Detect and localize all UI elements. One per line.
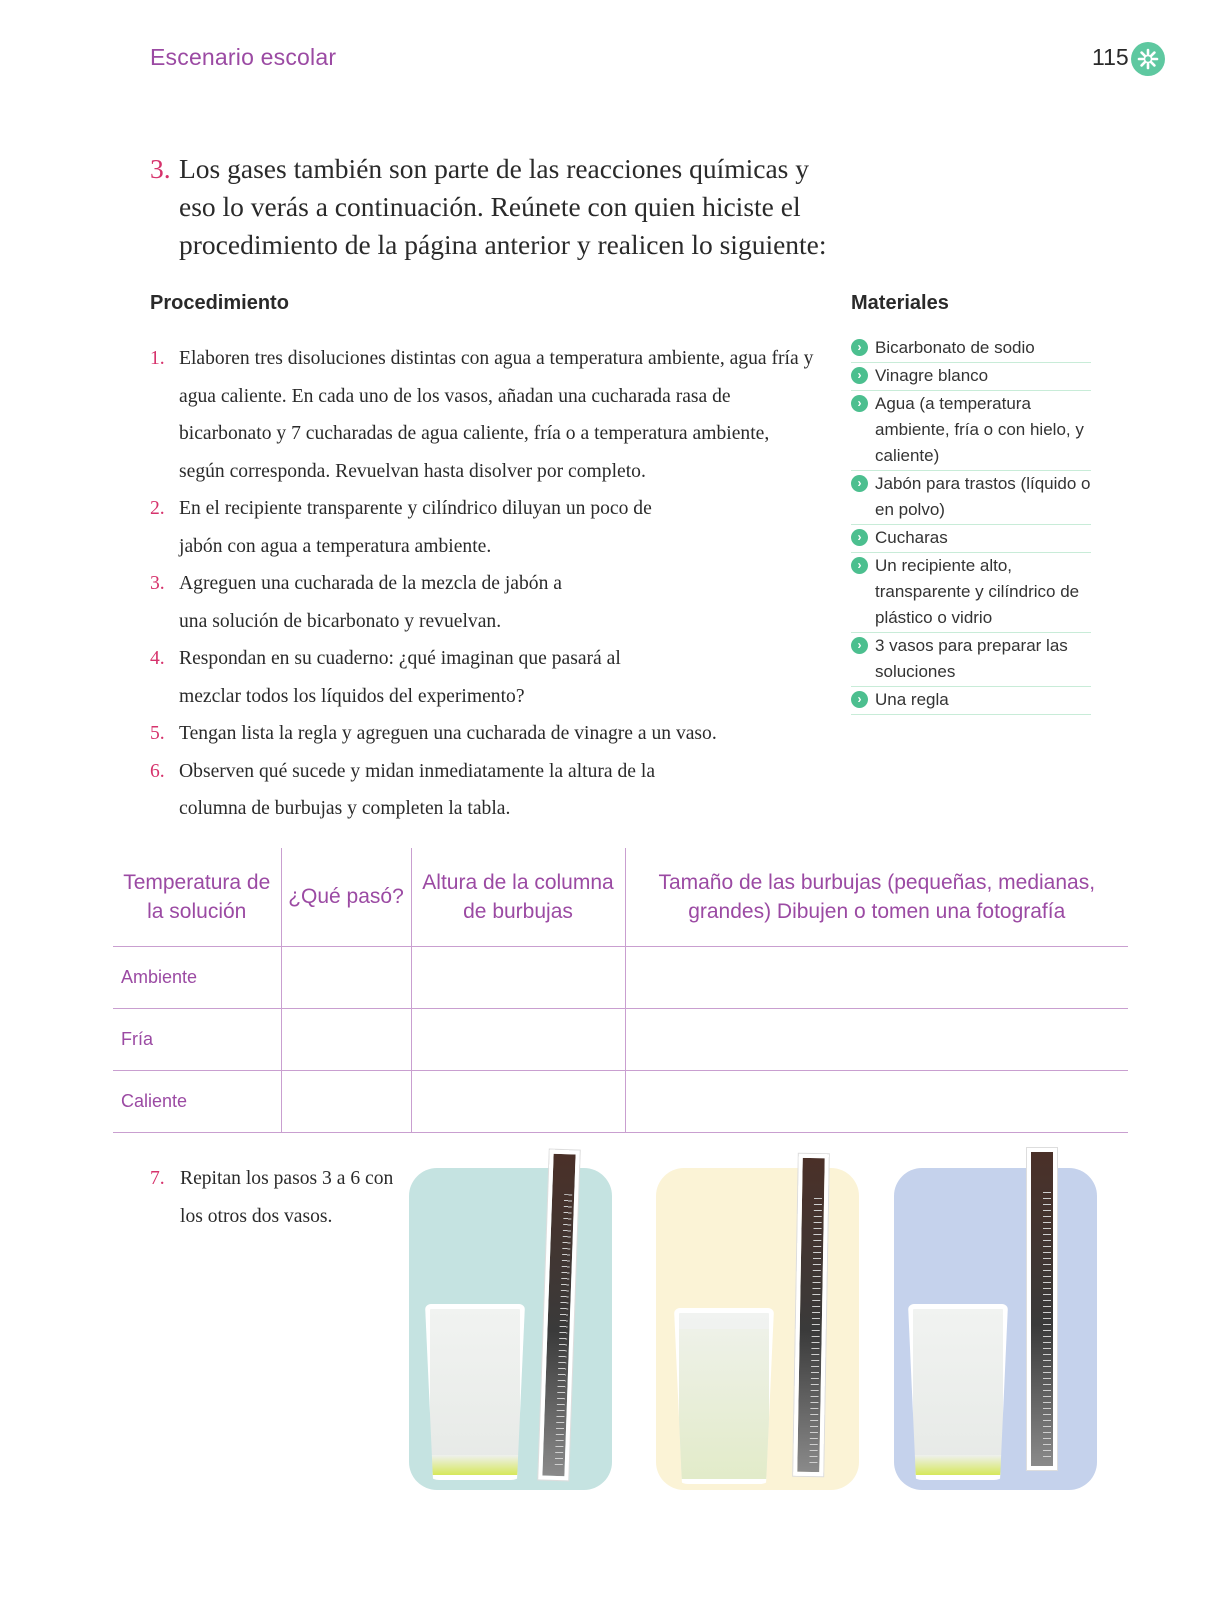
ruler-3 <box>1027 1148 1057 1470</box>
header-bubble-height: Altura de la columna de burbujas <box>411 848 625 946</box>
procedure-heading: Procedimiento <box>150 292 289 314</box>
row-label: Fría <box>113 1008 281 1070</box>
answer-cell[interactable] <box>281 1070 411 1132</box>
row-label: Ambiente <box>113 946 281 1008</box>
table-row <box>113 946 1128 1008</box>
glass-photo-2 <box>656 1168 859 1490</box>
arrow-icon: › <box>851 529 868 546</box>
material-label: Un recipiente alto, transparente y cilíndrico de plástico o vidrio <box>875 556 1080 627</box>
material-item <box>851 633 1091 687</box>
liquid-2 <box>679 1329 769 1479</box>
ruler-1 <box>538 1150 579 1481</box>
row-label: Caliente <box>113 1070 281 1132</box>
step-item <box>150 490 670 565</box>
materials-heading: Materiales <box>851 292 949 314</box>
page-number: 115 <box>1092 44 1129 70</box>
arrow-icon: › <box>851 339 868 356</box>
material-label: Agua (a temperatura ambiente, fría o con hielo, y caliente) <box>875 394 1084 465</box>
answer-cell[interactable] <box>281 1008 411 1070</box>
materials-list <box>851 335 1091 715</box>
material-label: Jabón para trastos (líquido o en polvo) <box>875 474 1091 519</box>
intro-paragraph <box>150 150 830 264</box>
answer-cell[interactable] <box>625 1070 1128 1132</box>
flower-icon <box>1131 42 1165 76</box>
step-text: Elaboren tres disoluciones distintas con agua a temperatura ambiente, agua fría y agua caliente. En cada uno de los vasos, añadan una cucharada rasa de bicarbonato y 7 cucharadas de agua caliente, fría o a temperatura ambiente, según corresponda. Revuelvan hasta disolver por completo. <box>179 348 814 482</box>
step-text: Observen qué sucede y midan inmediatamente la altura de la columna de burbujas y completen la tabla. <box>179 760 656 819</box>
glass-2 <box>674 1308 774 1484</box>
step-item <box>150 753 662 828</box>
liquid-1 <box>430 1455 520 1475</box>
step-number: 2. <box>150 498 165 519</box>
table-row <box>113 1070 1128 1132</box>
glass-1 <box>425 1304 525 1480</box>
header-temperature: Temperatura de la solución <box>113 848 281 946</box>
step-number: 5. <box>150 723 165 744</box>
material-label: Vinagre blanco <box>875 366 989 385</box>
header-what-happened: ¿Qué pasó? <box>281 848 411 946</box>
step-text: Respondan en su cuaderno: ¿qué imaginan que pasará al mezclar todos los líquidos del experimento? <box>179 648 621 707</box>
answer-cell[interactable] <box>281 946 411 1008</box>
step-text: En el recipiente transparente y cilíndrico diluyan un poco de jabón con agua a temperatura ambiente. <box>179 498 652 557</box>
material-item <box>851 553 1091 633</box>
arrow-icon: › <box>851 691 868 708</box>
step-text: Repitan los pasos 3 a 6 con los otros dos vasos. <box>180 1168 394 1227</box>
arrow-icon: › <box>851 367 868 384</box>
step-item <box>150 715 830 753</box>
procedure-steps <box>150 340 830 828</box>
material-label: Una regla <box>875 690 949 709</box>
material-item <box>851 335 1091 363</box>
glass-photo-1 <box>409 1168 612 1490</box>
step-number: 1. <box>150 348 165 369</box>
answer-cell[interactable] <box>411 1070 625 1132</box>
material-label: Cucharas <box>875 528 948 547</box>
material-label: Bicarbonato de sodio <box>875 338 1035 357</box>
arrow-icon: › <box>851 557 868 574</box>
material-item <box>851 525 1091 553</box>
step-number: 4. <box>150 648 165 669</box>
material-item <box>851 687 1091 715</box>
step-text: Agreguen una cucharada de la mezcla de jabón a una solución de bicarbonato y revuelvan. <box>179 573 562 632</box>
answer-cell[interactable] <box>625 946 1128 1008</box>
glass-photo-3 <box>894 1168 1097 1490</box>
arrow-icon: › <box>851 637 868 654</box>
liquid-3 <box>913 1455 1003 1475</box>
material-label: 3 vasos para preparar las soluciones <box>875 636 1068 681</box>
step-item <box>150 565 590 640</box>
arrow-icon: › <box>851 395 868 412</box>
step-item <box>150 340 815 490</box>
table-header-row <box>113 848 1128 946</box>
step-number: 3. <box>150 573 165 594</box>
arrow-icon: › <box>851 475 868 492</box>
step-7 <box>150 1160 410 1235</box>
material-item <box>851 363 1091 391</box>
material-item <box>851 391 1091 471</box>
answer-cell[interactable] <box>625 1008 1128 1070</box>
step-text: Tengan lista la regla y agreguen una cucharada de vinagre a un vaso. <box>179 723 717 744</box>
glass-3 <box>908 1304 1008 1480</box>
step-number: 6. <box>150 760 165 782</box>
material-item <box>851 471 1091 525</box>
results-table <box>113 848 1128 1133</box>
header-bubble-size: Tamaño de las burbujas (pequeñas, medianas, grandes) Dibujen o tomen una fotografía <box>625 848 1128 946</box>
ruler-2 <box>793 1154 829 1476</box>
section-title: Escenario escolar <box>150 44 337 70</box>
step-item <box>150 640 650 715</box>
intro-text: Los gases también son parte de las reacciones químicas y eso lo verás a continuación. Reúnete con quien hiciste el procedimiento de la página anterior y realicen lo siguiente: <box>179 153 827 260</box>
table-row <box>113 1008 1128 1070</box>
answer-cell[interactable] <box>411 946 625 1008</box>
intro-number: 3. <box>150 153 171 184</box>
step-number: 7. <box>150 1168 165 1189</box>
answer-cell[interactable] <box>411 1008 625 1070</box>
